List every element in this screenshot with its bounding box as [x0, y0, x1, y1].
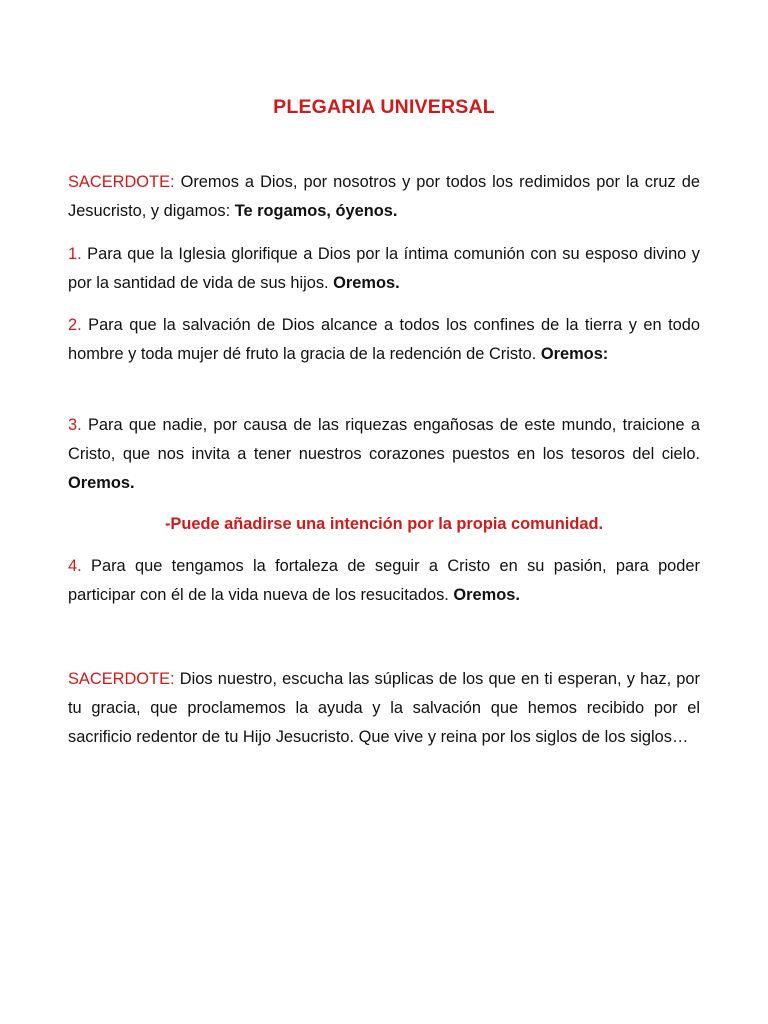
- opening-response: Te rogamos, óyenos.: [234, 201, 398, 220]
- intention-response: Oremos.: [68, 473, 135, 492]
- speaker-label: SACERDOTE:: [68, 670, 175, 688]
- intention-number: 2.: [68, 316, 82, 334]
- intention-number: 1.: [68, 245, 82, 263]
- intention-number: 3.: [68, 416, 82, 434]
- intention-3: [68, 411, 700, 497]
- intention-response: Oremos.: [333, 273, 400, 292]
- speaker-label: SACERDOTE:: [68, 173, 175, 191]
- intention-1: [68, 240, 700, 298]
- document-title: PLEGARIA UNIVERSAL: [273, 96, 495, 118]
- intention-text: Para que la salvación de Dios alcance a todos los confines de la tierra y en todo hombre y toda mujer dé fruto la gracia de la redención de Cristo.: [68, 316, 700, 363]
- opening-paragraph: [68, 168, 700, 226]
- intention-response: Oremos.: [453, 585, 520, 604]
- intention-text: Para que nadie, por causa de las riquezas engañosas de este mundo, traicione a Cristo, que nos invita a tener nuestros corazones puestos en los tesoros del cielo.: [68, 416, 700, 463]
- closing-paragraph: [68, 665, 700, 751]
- intention-text: Para que la Iglesia glorifique a Dios por la íntima comunión con su esposo divino y por la santidad de vida de sus hijos.: [68, 245, 700, 292]
- opening-text: Oremos a Dios, por nosotros y por todos los redimidos por la cruz de Jesucristo, y digamos:: [68, 173, 700, 220]
- community-intention-note: -Puede añadirse una intención por la propia comunidad.: [164, 515, 604, 533]
- intention-2: [68, 311, 700, 369]
- intention-number: 4.: [68, 557, 82, 575]
- intention-4: [68, 552, 700, 610]
- intention-response: Oremos:: [540, 344, 609, 363]
- intention-text: Para que tengamos la fortaleza de seguir a Cristo en su pasión, para poder participar con él de la vida nueva de los resucitados.: [68, 557, 700, 604]
- closing-text: Dios nuestro, escucha las súplicas de los que en ti esperan, y haz, por tu gracia, que proclamemos la ayuda y la salvación que hemos recibido por el sacrificio redentor de tu Hijo Jesucristo. Que vive y reina por los siglos de los siglos…: [68, 670, 700, 746]
